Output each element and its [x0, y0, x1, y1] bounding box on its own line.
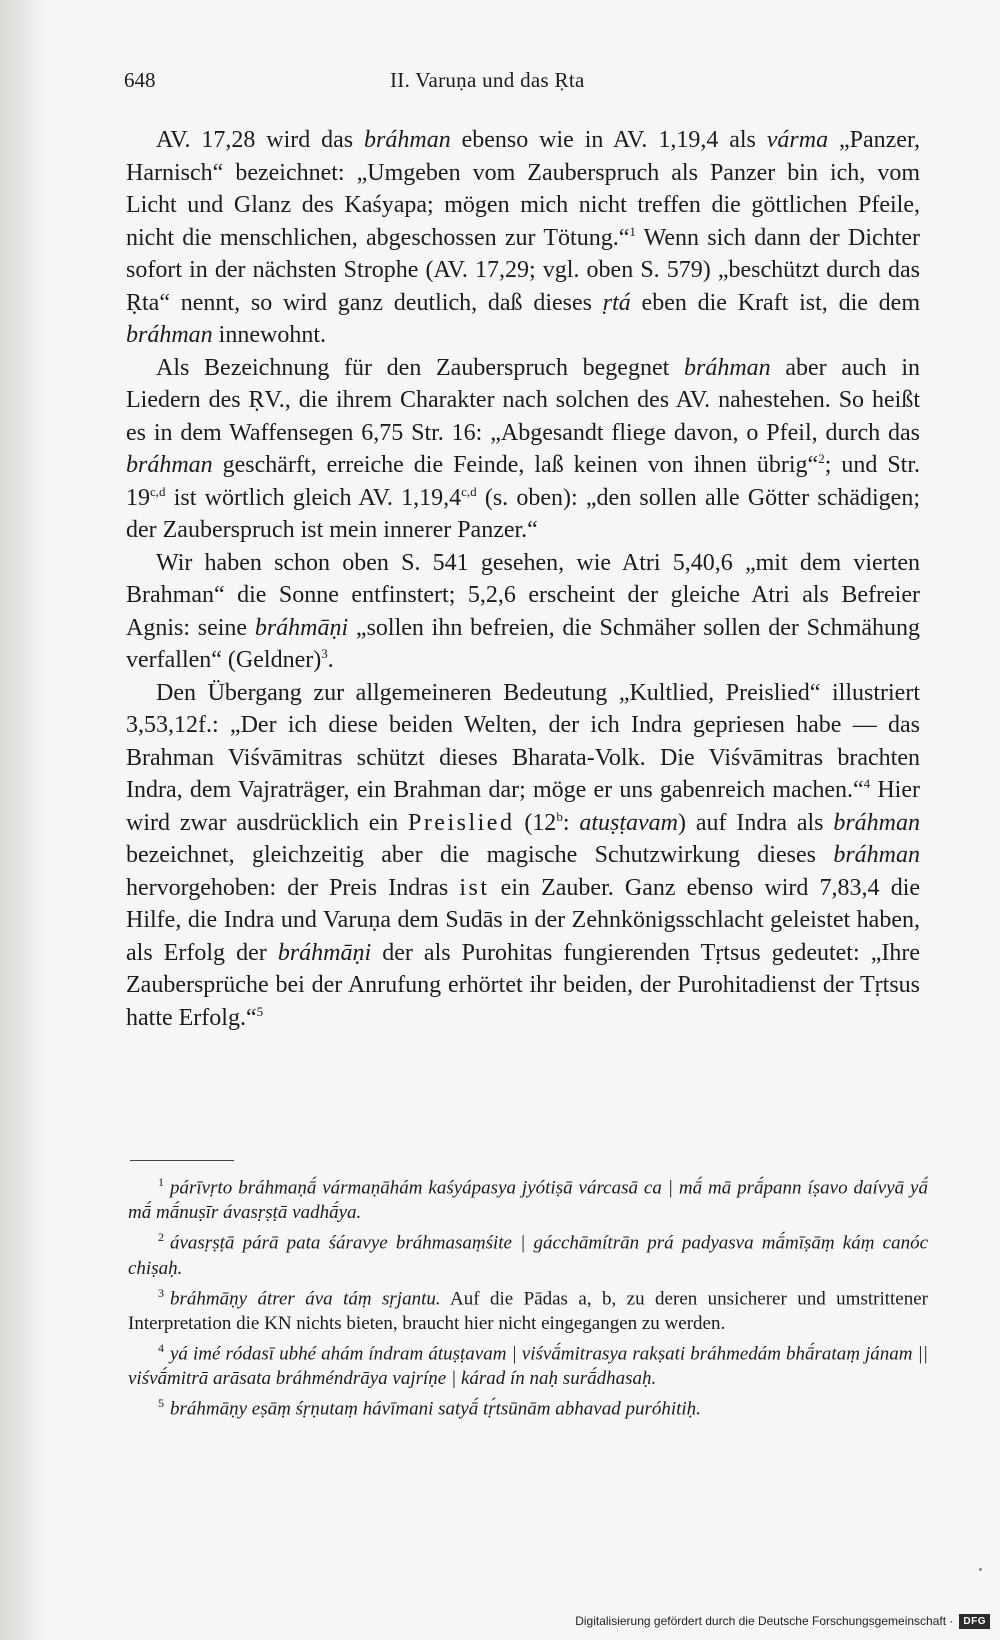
footnote-separator: [130, 1160, 234, 1161]
paragraph-3: [126, 547, 920, 677]
text-run: ) auf Indra als: [678, 809, 834, 836]
text-run: hervorgehoben: der Preis Indras: [126, 874, 460, 901]
text-run: :: [562, 809, 580, 836]
pada-superscript: c,d: [150, 483, 166, 499]
footnote-text: Auf die Pādas a, b, zu deren unsicherer und umstrittener Interpretation die KN nichts bieten, braucht hier nicht eingegangen zu werden.: [128, 1287, 928, 1334]
italic-term: bráhman: [126, 452, 213, 478]
text-run: bezeichnet, gleichzeitig aber die magische Schutzwirkung dieses: [126, 842, 834, 868]
italic-term: bráhman: [126, 322, 213, 348]
footnote-2: [128, 1225, 928, 1280]
footnote-sanskrit: yá imé ródasī ubhé ahám índram átuṣṭavam | viśvā́mitrasya rakṣati bráhmedám bhā́rataṃ jánam || viśvā́mitrā arāsata bráhméndrāya vajríṇe | kárad ín naḥ surā́dhasaḥ.: [128, 1343, 928, 1390]
footnote-4: [128, 1336, 928, 1391]
italic-term: atuṣṭavam: [579, 809, 678, 836]
italic-term: bráhman: [833, 842, 920, 868]
italic-term: bráhman: [833, 809, 920, 836]
text-run: (12: [514, 809, 557, 836]
footnote-5: [128, 1391, 928, 1421]
text-run: „sollen ihn befreien, die Schmäher sollen der Schmähung verfallen“ (Geldner): [126, 614, 920, 673]
text-run: ebenso wie in AV. 1,19,4 als: [450, 127, 767, 153]
text-run: Als Bezeichnung für den Zauberspruch begegnet: [156, 354, 684, 381]
dfg-logo[interactable]: DFG: [959, 1614, 990, 1629]
footnote-ref[interactable]: 4: [863, 776, 871, 791]
footnote-number: 4: [158, 1340, 164, 1355]
footnote-sanskrit: bráhmāṇy eṣāṃ śṛṇutaṃ hávīmani satyā́ tṛ́tsūnām abhavad puróhitiḥ.: [170, 1398, 701, 1420]
text-run: (s. oben): „den sollen alle Götter schädigen; der Zauberspruch ist mein innerer Panzer.“: [126, 484, 920, 543]
page-number: 648: [124, 68, 156, 92]
footnote-ref[interactable]: 2: [818, 451, 825, 466]
footnote-number: 3: [158, 1285, 164, 1300]
text-run: AV. 17,28 wird das: [156, 127, 365, 153]
footnote-number: 1: [158, 1175, 164, 1189]
text-run: Hier wird zwar ausdrücklich ein: [126, 777, 920, 836]
scan-speck: [979, 1568, 982, 1571]
paragraph-4: [126, 677, 920, 1035]
footnote-3: [128, 1281, 928, 1336]
scan-edge-shadow: [0, 0, 48, 1640]
italic-term: bráhmāṇi: [277, 939, 372, 966]
paragraph-2: [126, 352, 920, 547]
text-run: Wir haben schon oben S. 541 gesehen, wie Atri 5,40,6 „mit dem vierten Brahman“ die Sonne entfinstert; 5,2,6 erscheint der gleiche Atri als Befreier Agnis: seine: [126, 549, 920, 641]
page-header: [124, 68, 924, 100]
main-text: [126, 124, 920, 1034]
footnote-ref[interactable]: 3: [321, 646, 328, 661]
footnote-sanskrit: bráhmāṇy átrer áva táṃ sṛjantu.: [170, 1287, 441, 1309]
footer-text: Digitalisierung gefördert durch die Deutsche Forschungsgemeinschaft ·: [575, 1614, 954, 1628]
italic-term: bráhmāṇi: [254, 614, 349, 641]
pada-superscript: c,d: [461, 483, 477, 499]
text-run: ein Zauber. Ganz ebenso wird 7,83,4 die Hilfe, die Indra und Varuṇa dem Sudās in der Zehnkönigsschlacht geleistet haben, als Erfolg der: [126, 874, 921, 966]
text-run: ; und Str. 19: [126, 452, 920, 511]
running-title: II. Varuṇa und das Ṛta: [390, 68, 585, 92]
footnote-sanskrit: párīvṛto bráhmaṇā́ vármaṇāhám kaśyápasya jyótiṣā várcasā ca | mā́ mā prā́pann íṣavo daívyā yā́ mā́ mā́nuṣīr ávasṛṣṭā vadhā́ya.: [128, 1177, 928, 1224]
text-run: ist wörtlich gleich AV. 1,19,4: [165, 484, 462, 511]
footnote-ref[interactable]: 5: [256, 1003, 264, 1019]
footnotes: [128, 1170, 928, 1422]
italic-term: ṛtá: [602, 289, 631, 316]
footnote-number: 2: [158, 1230, 164, 1245]
text-run: der als Purohitas fungierenden Tṛtsus gedeutet: „Ihre Zaubersprüche bei der Anrufung erhörtet ihr beiden, der Purohitadienst der Tṛtsus hatte Erfolg.“: [126, 939, 920, 1031]
text-run: geschärft, erreiche die Feinde, laß keinen von ihnen übrig“: [212, 452, 819, 478]
italic-term: várma: [766, 127, 829, 153]
footnote-sanskrit: ávasṛṣṭā párā pata śáravye bráhmasaṃśite | gácchāmítrān prá padyasva mā́mīṣāṃ káṃ canóc chiṣaḥ.: [128, 1232, 928, 1279]
footnote-1: [128, 1170, 928, 1225]
digitization-footer: [575, 1610, 990, 1632]
text-run: Wenn sich dann der Dichter sofort in der nächsten Strophe (AV. 17,29; vgl. oben S. 579) „beschützt durch das Ṛta“ nennt, so wird ganz deutlich, daß dieses: [126, 224, 920, 316]
spaced-emphasis: Preislied: [407, 809, 515, 836]
spaced-emphasis: ist: [459, 874, 490, 901]
footnote-number: 5: [158, 1396, 164, 1411]
italic-term: bráhman: [683, 354, 771, 381]
text-run: „Panzer, Harnisch“ bezeichnet: „Umgeben vom Zauberspruch als Panzer bin ich, vom Licht und Glanz des Kaśyapa; mögen mich nicht treffen die göttlichen Pfeile, nicht die menschlichen, abgeschossen zur Tötung.“: [126, 127, 920, 251]
text-run: .: [327, 647, 334, 673]
paragraph-1: [126, 124, 920, 352]
text-run: innewohnt.: [212, 322, 326, 348]
pada-superscript: b: [556, 808, 563, 824]
text-run: aber auch in Liedern des ṚV., die ihrem Charakter nach solchen des AV. nahestehen. So heißt es in dem Waffensegen 6,75 Str. 16: „Abgesandt fliege davon, o Pfeil, durch das: [126, 354, 920, 446]
text-run: Den Übergang zur allgemeineren Bedeutung „Kultlied, Preislied“ illustriert 3,53,12f.: „Der ich diese beiden Welten, der ich Indra gepriesen habe — das Brahman Viśvāmitras schützt dieses Bharata-Volk. Die Viśvāmitras brachten Indra, dem Vajraträger, ein Brahman dar; möge er uns gabenreich machen.“: [126, 679, 920, 803]
italic-term: bráhman: [364, 127, 451, 153]
footnote-ref[interactable]: 1: [629, 223, 636, 239]
text-run: eben die Kraft ist, die dem: [630, 289, 920, 316]
